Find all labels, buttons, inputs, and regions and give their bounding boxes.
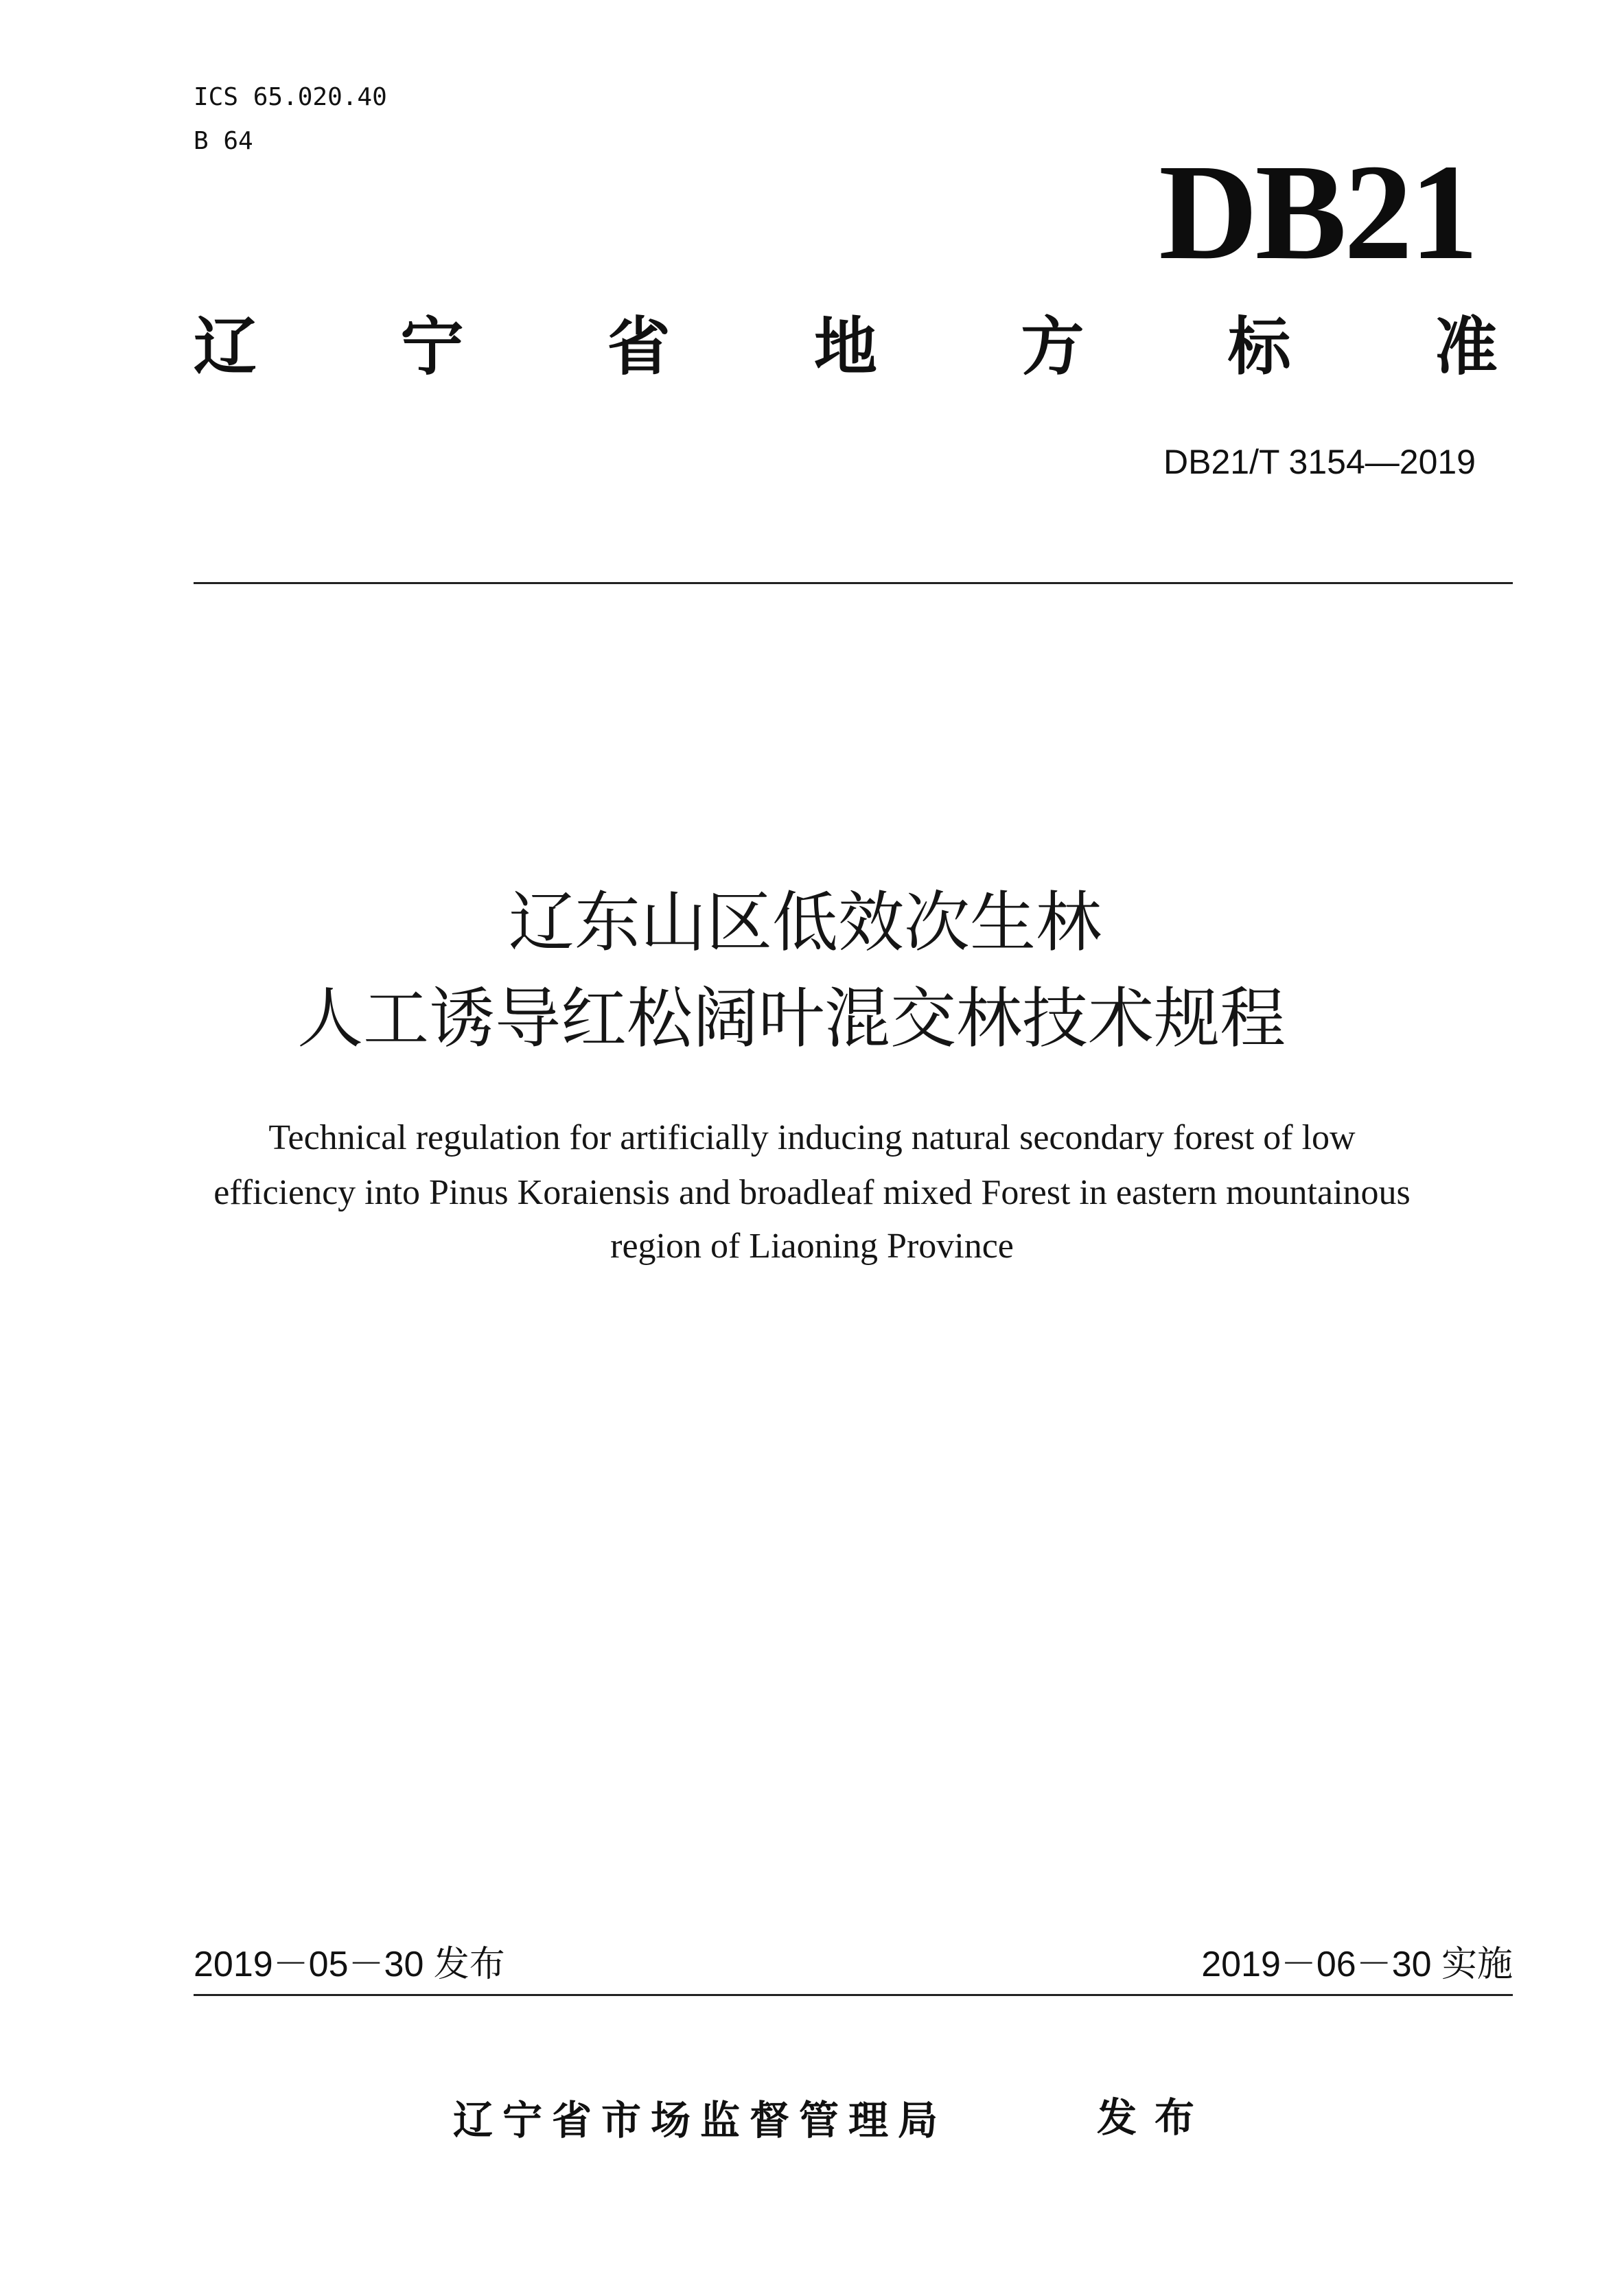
standard-kind-char: 辽 — [194, 310, 257, 384]
title-en-line-2: efficiency into Pinus Koraiensis and broadleaf mixed Forest in eastern mountainous — [213, 1173, 1411, 1212]
title-en-line-1: Technical regulation for artificially inducing natural secondary forest of low — [268, 1118, 1356, 1157]
standard-kind-char: 标 — [1227, 310, 1291, 384]
top-divider — [194, 582, 1513, 584]
standard-kind-char: 宁 — [400, 310, 464, 384]
standard-kind-char: 地 — [813, 310, 877, 384]
title-zh-line-1: 辽东山区低效次生林 — [509, 884, 1102, 961]
title-en-line-3: region of Liaoning Province — [610, 1227, 1014, 1266]
implementation-date: 2019－06－30 实施 — [1201, 1945, 1513, 1984]
standard-kind-char: 准 — [1434, 310, 1498, 384]
title-zh-line-2: 人工诱导红松阔叶混交林技术规程 — [297, 980, 1286, 1057]
issue-date: 2019－05－30 发布 — [194, 1945, 505, 1984]
bottom-divider — [194, 1994, 1513, 1996]
standard-kind-char: 方 — [1021, 310, 1084, 384]
standard-code-mark: DB21 — [1159, 137, 1476, 288]
standard-number: DB21/T 3154—2019 — [1163, 443, 1476, 481]
issuing-authority: 辽宁省市场监督管理局 — [453, 2097, 948, 2144]
issue-label: 发布 — [1097, 2094, 1213, 2141]
standard-kind-char: 省 — [607, 310, 671, 384]
ics-code: ICS 65.020.40 — [194, 83, 387, 111]
standard-kind-heading — [194, 310, 1498, 384]
classification-code: B 64 — [194, 127, 253, 155]
